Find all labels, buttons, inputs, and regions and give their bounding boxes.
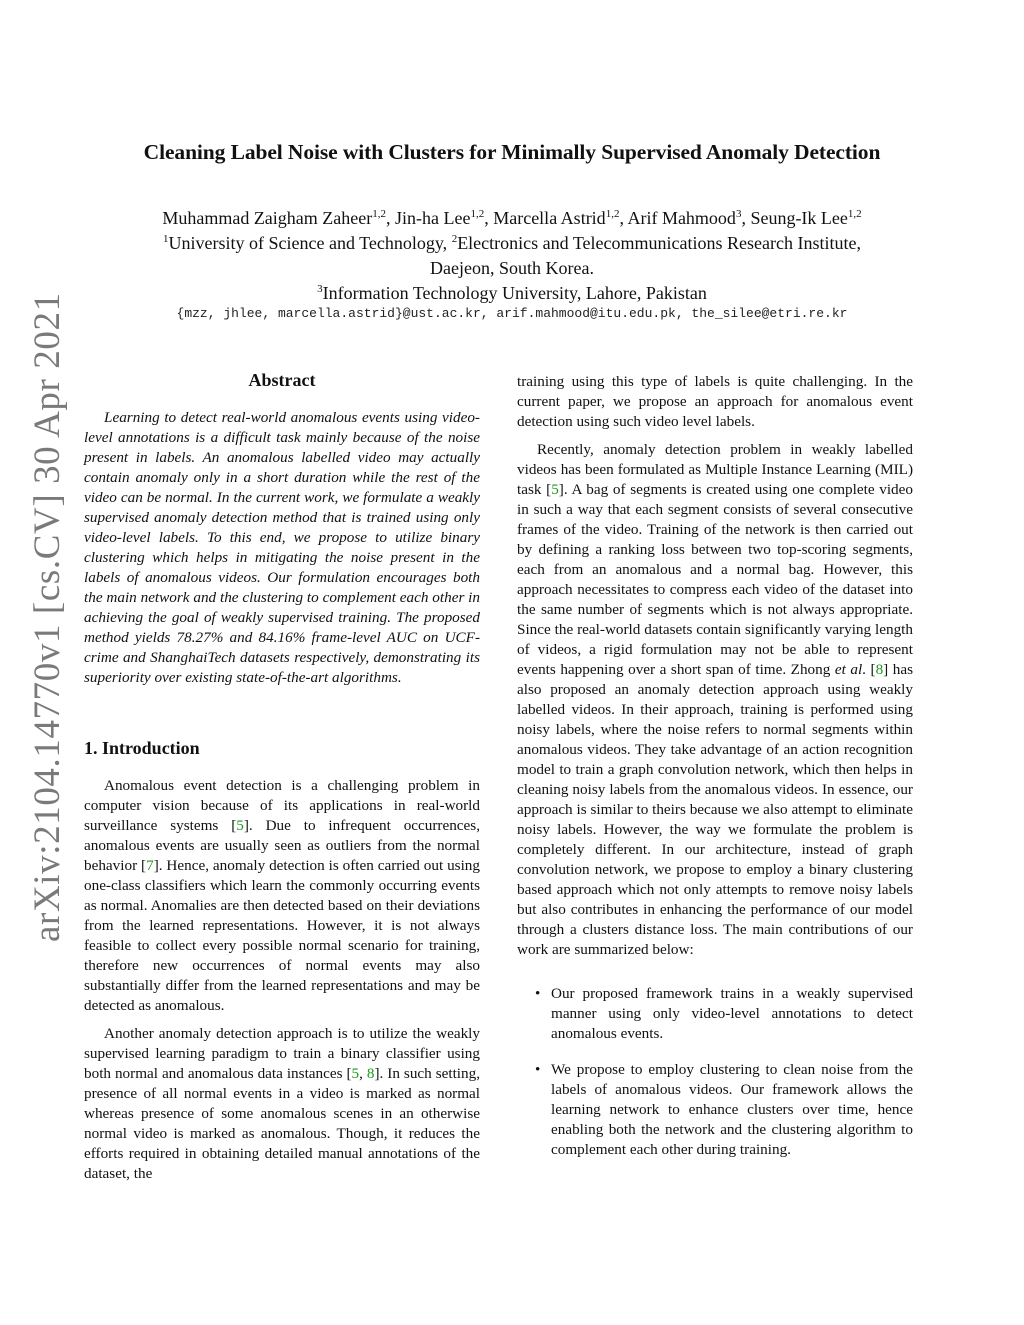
paper-title: Cleaning Label Noise with Clusters for Minimally Supervised Anomaly Detection xyxy=(143,140,881,164)
author-block xyxy=(0,206,1024,306)
citation-link[interactable]: 8 xyxy=(366,1065,375,1082)
arxiv-watermark: arXiv:2104.14770v1 [cs.CV] 30 Apr 2021 xyxy=(27,292,68,942)
contributions-list xyxy=(517,984,913,1160)
intro-paragraph-1: Anomalous event detection is a challenging problem in computer vision because of its applications in real-world surveillance systems [5]. Due to infrequent occurrences, anomalous events are usually seen as outliers from the normal behavior [7]. Hence, anomaly detection is often carried out using one-class classifiers which learn the commonly occurring events as normal. Anomalies are then detected based on their deviations from the learned representations. However, it is not always feasible to collect every possible normal scenario for training, therefore new occurrences of normal events may also substantially differ from the learned representations and may be detected as anomalous. xyxy=(84,777,480,1014)
citation-link[interactable]: 5 xyxy=(236,817,244,834)
citation-link[interactable]: 7 xyxy=(146,857,154,874)
affiliation-line-2: Daejeon, South Korea. xyxy=(430,258,594,278)
abstract-heading: Abstract xyxy=(248,370,316,390)
affiliation-line-3: $^3$Information Technology University, Lahore, Pakistan xyxy=(317,283,707,303)
left-column xyxy=(84,368,480,1184)
abstract-text: Learning to detect real-world anomalous events using video-level annotations is a difficult task mainly because of the noise present in labels. An anomalous labelled video may actually contain anomaly only in a short duration while the rest of the video can be normal. In the current work, we formulate a weakly supervised anomaly detection method that is trained using only video-level labels. To this end, we propose to utilize binary clustering which helps in mitigating the noise present in the labels of anomalous videos. Our formulation encourages both the main network and the clustering to complement each other in achieving the goal of weakly supervised training. The proposed method yields 78.27% and 84.16% frame-level AUC on UCF-crime and ShanghaiTech datasets respectively, demonstrating its superiority over existing state-of-the-art algorithms. xyxy=(84,409,480,686)
right-column xyxy=(517,372,913,1176)
affiliation-line-1: $^1$University of Science and Technology, $^2$Electronics and Telecommunications Research Institute, xyxy=(163,233,861,253)
list-item: • We propose to employ clustering to clean noise from the labels of anomalous videos. Our framework allows the learning network to enhance clusters over time, hence enabling both the network and the clustering algorithm to complement each other during training. xyxy=(517,1060,913,1160)
author-emails: {mzz, jhlee, marcella.astrid}@ust.ac.kr, arif.mahmood@itu.edu.pk, the_silee@etri.re.kr xyxy=(176,306,848,321)
citation-link[interactable]: 5 xyxy=(351,1065,360,1082)
author-list xyxy=(0,206,1024,231)
citation-link[interactable]: 8 xyxy=(875,661,884,678)
author: Arif Mahmood$^3$, xyxy=(627,208,751,228)
author: Jin-ha Lee$^{1,2}$, xyxy=(395,208,494,228)
section-heading-introduction: 1. Introduction xyxy=(84,738,200,758)
citation-link[interactable]: 5 xyxy=(551,481,559,498)
author: Muhammad Zaigham Zaheer$^{1,2}$, xyxy=(162,208,395,228)
intro-paragraph-3: Recently, anomaly detection problem in weakly labelled videos has been formulated as Multiple Instance Learning (MIL) task [5]. A bag of segments is created using one complete video in such a way that each segment consists of several consecutive frames of the video. Training of the network is then carried out by defining a ranking loss between two top-scoring segments, each from an anomalous and a normal bag. However, this approach necessitates to compress each video of the dataset into the same number of segments which is not always appropriate. Since the real-world datasets contain significantly varying length of videos, a rigid formulation may not be able to represent events happening over a short span of time. Zhong et al. [8] has also proposed an anomaly detection approach using weakly labelled videos. In their approach, training is performed using noisy labels, where the noise refers to normal segments within anomalous videos. They take advantage of an action recognition model to train a graph convolution network, which then helps in cleaning noisy labels from the anomalous videos. In essence, our approach is similar to theirs because we also attempt to eliminate noisy labels. However, the way we formulate the problem is completely different. In our architecture, instead of graph convolution network, we propose to employ a binary clustering based approach which not only attempts to remove noisy labels but also contributes in enhancing the performance of our model through a clusters distance loss. The main contributions of our work are summarized below: xyxy=(517,441,913,958)
author: Seung-Ik Lee$^{1,2}$ xyxy=(750,208,862,228)
intro-paragraph-2: Another anomaly detection approach is to utilize the weakly supervised learning paradigm to train a binary classifier using both normal and anomalous data instances [5, 8]. In such setting, presence of all normal events in a video is marked as normal whereas presence of some anomalous scenes in an otherwise normal video is marked as anomalous. Though, it reduces the efforts required in obtaining detailed manual annotations of the dataset, the xyxy=(84,1025,481,1182)
list-item: • Our proposed framework trains in a weakly supervised manner using only video-level annotations to detect anomalous events. xyxy=(517,984,913,1044)
author: Marcella Astrid$^{1,2}$, xyxy=(493,208,628,228)
intro-paragraph-2-continued: training using this type of labels is quite challenging. In the current paper, we propose an approach for anomalous event detection using such video level labels. xyxy=(517,373,913,430)
